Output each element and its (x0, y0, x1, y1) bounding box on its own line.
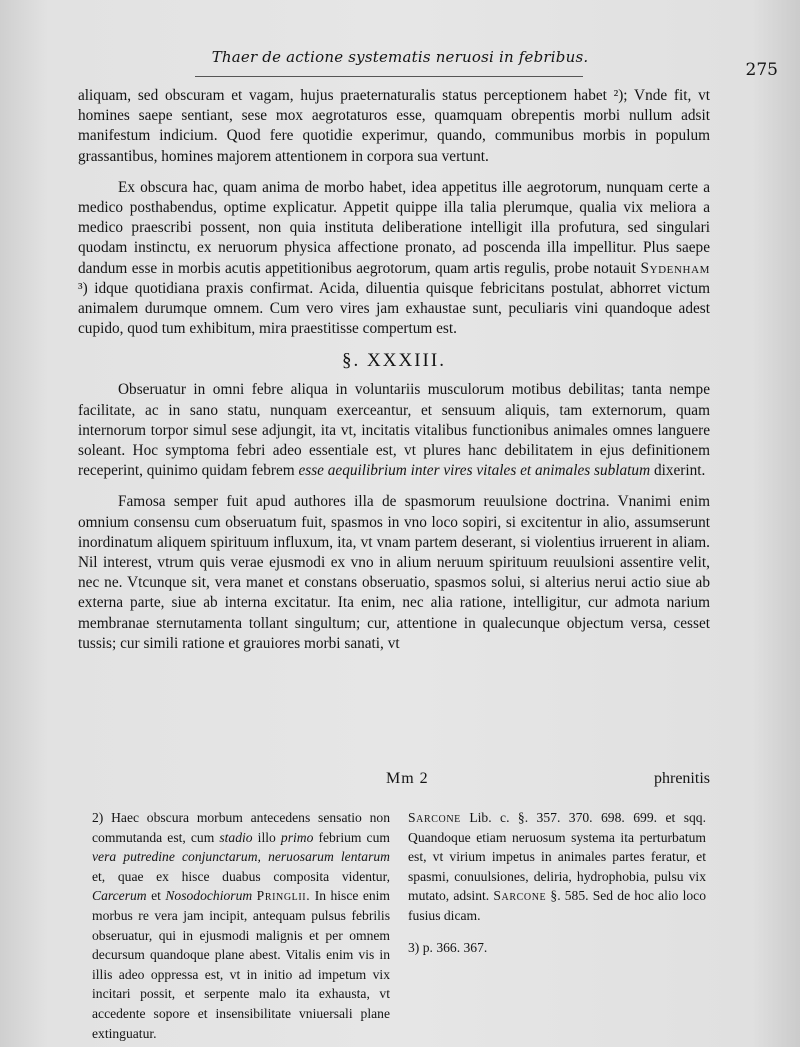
paragraph-2-text-a: Ex obscura hac, quam anima de morbo habet, idea appetitus ille aegrotorum, nunquam certe a medico posthabendus, optime explicatur. Appetit quippe illa talia plerumque, qualia vix meliora a medico praescribi possent, non quia instituta deliberatione intelligit illa profutura, sed singulari quodam instinctu, ex neruorum physica affectione pronato, ad poscenda illa impellitur. Plus saepe dandum esse in morbis acutis appetitionibus aegrotorum, quam artis regulis, probe notauit (78, 178, 710, 277)
footnote-3: 3) p. 366. 367. (408, 939, 488, 955)
paragraph-continuation (78, 86, 710, 167)
footnote-2-italic-1: stadio (219, 829, 253, 845)
footnote-2-italic-4: Carcerum (92, 888, 147, 904)
footnote-2-text-c: febrium cum (318, 829, 390, 845)
author-name-sarcone-1: Sarcone (408, 810, 461, 825)
signature-mark: Mm 2 (386, 770, 429, 787)
paragraph-spasmi (78, 492, 710, 654)
paragraph-1-text: aliquam, sed obscuram et vagam, hujus praeternaturalis status perceptionem habet ²); Vnde fit, vt homines saepe sentiant, sese mox aegrotaturos esse, quamquam obrepentis morbi nullum adsit manifestum indicium. Quod fere quotidie experimur, quando, communibus morbis in populum grassantibus, homines majorem attentionem in corpora sua vertunt. (78, 87, 710, 165)
author-name-pringle: Pringlii. (256, 888, 311, 904)
footnote-column-right (408, 808, 706, 957)
header-rule (195, 76, 583, 77)
paragraph-3-text-a: Obseruatur in omni febre aliqua in voluntariis musculorum motibus debilitas; tanta nempe facilitate, ac in sano statu, nunquam exerceantur, et sensuum aliquis, tam externorum, quam internorum torpor simul sese adjungit, ita vt, incitatis vitalibus functionibus animales omnes languere soleant. Hoc symptoma febri adeo essentiale est, vt plures hanc debilitatem in ejus definitionem receperint, quinimo quidam febrem (78, 381, 710, 480)
footnote-2-text-h: §. 585. Sed de hoc alio loco fusius dicam. (408, 888, 707, 923)
footnote-2-continued (408, 808, 706, 926)
catchword: phrenitis (654, 770, 710, 787)
footnote-2-text-g: Lib. c. §. 357. 370. 698. 699. et sqq. Quandoque etiam neruosum systema ita perturbatum est, vt virium impetus in animales partes feratur, et spasmi, conuulsiones, deliria, hydrophobia, pulsu vix mutato, adsint. (408, 810, 707, 904)
running-title: Thaer de actione systematis neruosi in febribus. (211, 48, 589, 66)
paragraph-debilitas (78, 380, 710, 481)
author-name-sydenham: Sydenham (640, 259, 710, 277)
footnote-2-text-b: illo (257, 829, 276, 845)
paragraph-3-text-b: dixerint. (653, 462, 706, 480)
page-foot-line (78, 770, 710, 792)
footnote-column-left (92, 808, 390, 1043)
footnote-2-text-f: In hisce enim morbus re vera jam incipit, antequam pulsus febrilis obseruatur, qui in ejusmodi malignis et per omnem decursum quandoque plane abest. Vitalis enim vis in illis adeo oppressa est, vt in initio ad impetum vix incitari possit, et serpente malo ita exhausta, vt accedente sopore et insensibilitate vniuersali plane extinguatur. (92, 888, 391, 1041)
footnote-2 (92, 808, 390, 1043)
footnote-2-text-a: 2) Haec obscura morbum antecedens sensatio non commutanda est, cum (92, 810, 390, 845)
section-heading: §. XXXIII. (342, 350, 446, 372)
footnote-2-italic-5: Nosodochiorum (165, 888, 253, 904)
paragraph-2-text-b: ³) idque quotidiana praxis confirmat. Acida, diluentia quisque febricitans postulat, abhorret victum animalem durumque omnem. Cum vero vires jam exhaustae sunt, peculiaris vini quandoque adest cupido, quod tum exhibitum, mira praestitisse compertum est. (78, 279, 710, 338)
footnote-2-text-e: et (151, 888, 161, 904)
author-name-sarcone-2: Sarcone (493, 888, 547, 904)
paragraph-3-italic: esse aequilibrium inter vires vitales et animales sublatum (298, 462, 651, 480)
paragraph-4-text: Famosa semper fuit apud authores illa de spasmorum reuulsione doctrina. Vnanimi enim omnium consensu cum obseruatum fuit, spasmos in vno loco sopiri, si excitentur in alio, assumserunt inordinatum aliquem spirituum influxum, ita, vt vnam partem deserant, si violentius irruerent in aliam. Nil interest, vtrum quis verae ejusmodi ex vno in alium neruum spirituum reuulsioni assentire velit, nec ne. Vtcunque sit, vera manet et constans obseruatio, spasmos solui, si alterius nerui actio siue ab externa parte, siue ab interna excitatur. Ita enim, nec alia ratione, intelligitur, cur admota narium membranae sternutamenta tollant singultum; cur, attentione in qualecunque objectum versa, cesset tussis; cur simili ratione et grauiores morbi sanati, vt (78, 493, 710, 652)
footnote-2-italic-2: primo (280, 829, 314, 845)
main-text (78, 86, 710, 665)
paragraph-appetitus (78, 178, 710, 340)
footnote-2-text-d: et, quae ex hisce duabus composita videntur, (92, 868, 390, 884)
page-number: 275 (745, 60, 778, 80)
footnote-2-italic-3: vera putredine conjunctarum, neruosarum lentarum (92, 849, 390, 865)
